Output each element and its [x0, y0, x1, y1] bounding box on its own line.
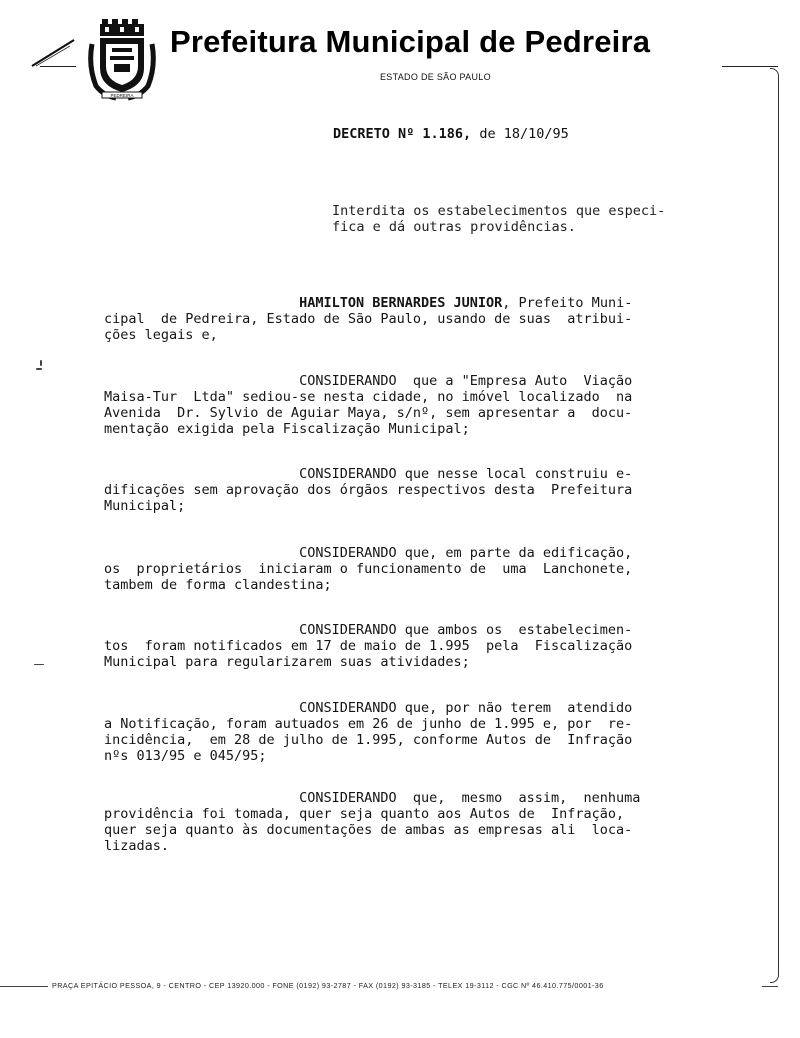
paragraph-considerando-5	[104, 700, 724, 764]
paragraph-considerando-6	[104, 790, 724, 854]
pen-stroke-mark	[30, 36, 76, 68]
page-frame-right	[778, 82, 779, 970]
frame-corner-bottom	[770, 968, 779, 983]
considerando-label: CONSIDERANDO	[104, 700, 397, 716]
scan-speck	[36, 368, 42, 370]
frame-corner-top	[770, 68, 779, 83]
scan-speck	[40, 360, 42, 366]
decree-number: DECRETO Nº 1.186,	[333, 126, 472, 142]
considerando-label: CONSIDERANDO	[104, 373, 397, 389]
svg-text:PEDREIRA: PEDREIRA	[110, 93, 134, 98]
paragraph-considerando-3	[104, 545, 724, 593]
decree-summary: Interdita os estabelecimentos que especi- fica e dá outras providências.	[332, 203, 666, 235]
considerando-label: CONSIDERANDO	[104, 622, 397, 638]
considerando-label: CONSIDERANDO	[104, 466, 397, 482]
paragraph-indent	[104, 295, 299, 311]
mayor-name: HAMILTON BERNARDES JUNIOR	[299, 295, 503, 311]
city-hall-title: Prefeitura Municipal de Pedreira	[170, 24, 651, 59]
scan-speck	[34, 664, 44, 665]
header-rule-right	[722, 66, 778, 67]
paragraph-text: que, por não terem atendido a Notificação, foram autuados em 26 de junho de 1.995 e, por re- incidência, em 28 de julho de 1.995, conforme Autos de Infração nºs 013/95 e 045/95;	[104, 700, 633, 764]
footer-rule-left	[0, 986, 48, 987]
paragraph-text: que, em parte da edificação, os proprietários iniciaram o funcionamento de uma Lanchonete, tambem de forma clandestina;	[104, 545, 633, 593]
footer-address: PRAÇA EPITÁCIO PESSOA, 9 - CENTRO - CEP 13920.000 - FONE (0192) 93-2787 - FAX (0192) 93-3185 - TELEX 19-3112 - CGC Nº 46.410.775/0001-36	[52, 981, 604, 990]
paragraph-text: que ambos os estabelecimen- tos foram notificados em 17 de maio de 1.995 pela Fiscalização Municipal para regularizarem suas atividades;	[104, 622, 633, 670]
considerando-label: CONSIDERANDO	[104, 790, 397, 806]
state-subtitle: ESTADO DE SÃO PAULO	[380, 72, 491, 82]
municipal-coat-of-arms-icon	[86, 16, 158, 102]
decree-date: de 18/10/95	[479, 126, 569, 142]
paragraph-considerando-4	[104, 622, 724, 670]
paragraph-preamble	[104, 295, 724, 343]
header-rule-left	[40, 66, 76, 67]
paragraph-text: que nesse local construiu e- dificações sem aprovação dos órgãos respectivos desta Prefeitura Municipal;	[104, 466, 633, 514]
decree-heading	[333, 126, 569, 142]
paragraph-text: que, mesmo assim, nenhuma providência foi tomada, quer seja quanto aos Autos de Infração, quer seja quanto às documentações de ambas as empresas ali loca- lizadas.	[104, 790, 641, 854]
paragraph-considerando-2	[104, 466, 724, 514]
paragraph-text: , Prefeito Muni- cipal de Pedreira, Estado de São Paulo, usando de suas atribui- ções legais e,	[104, 295, 633, 343]
footer-rule-right	[762, 986, 778, 987]
paragraph-text: que a "Empresa Auto Viação Maisa-Tur Ltda" sediou-se nesta cidade, no imóvel localizado na Avenida Dr. Sylvio de Aguiar Maya, s/nº, sem apresentar a docu- mentação exigida pela Fiscalização Municipal;	[104, 373, 633, 437]
considerando-label: CONSIDERANDO	[104, 545, 397, 561]
paragraph-considerando-1	[104, 373, 724, 437]
